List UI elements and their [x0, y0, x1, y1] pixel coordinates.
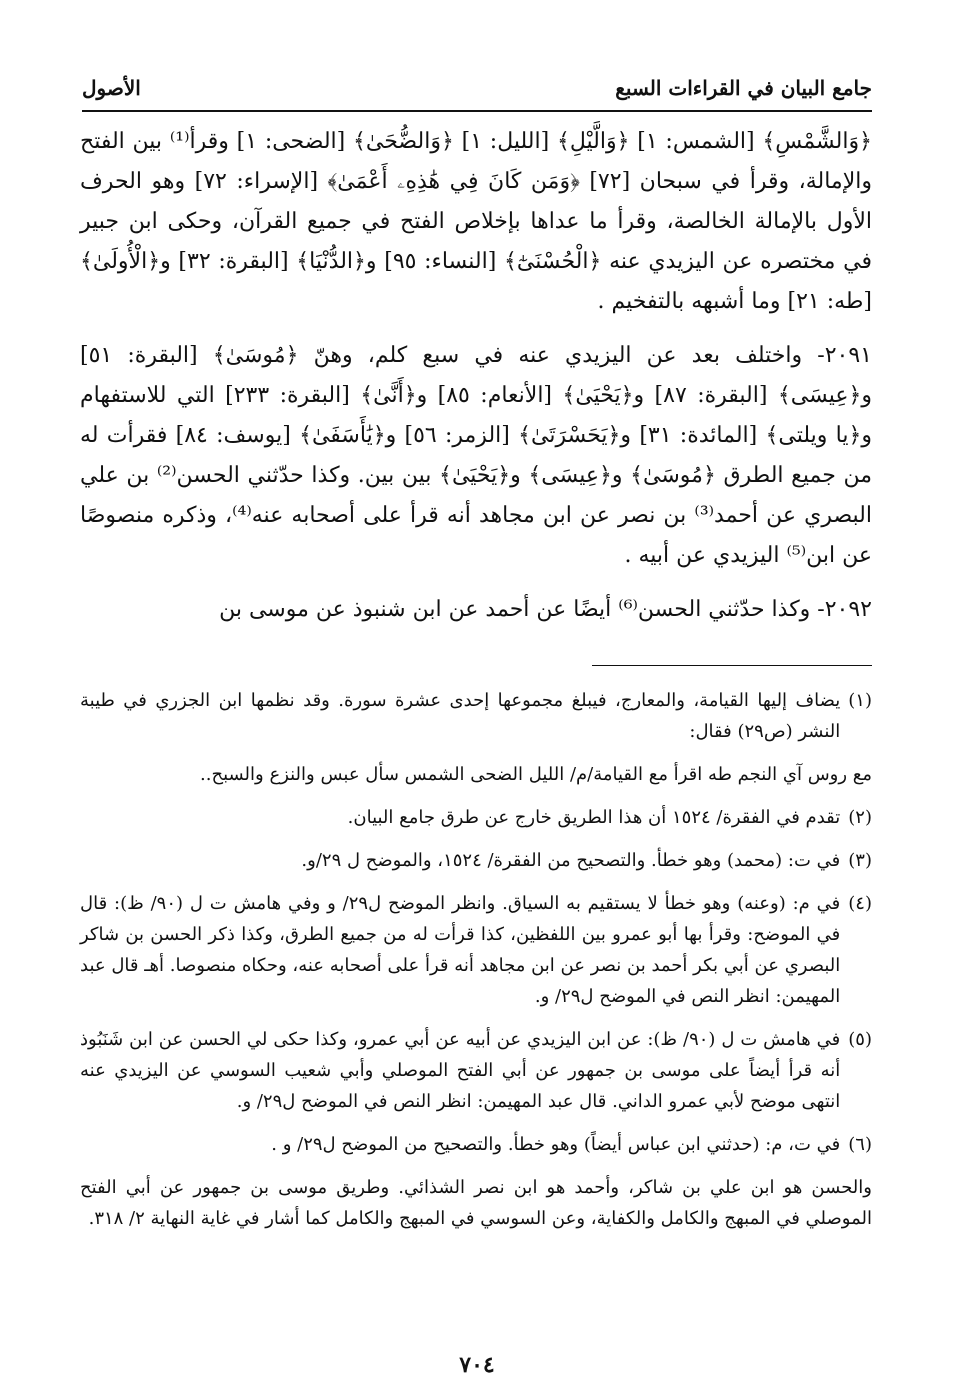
footnote: [80, 685, 872, 747]
footnote-text: في ت، م: (حدثني ابن عباس أيضاً) وهو خطأ. والتصحيح من الموضح ل٢٩/ و .: [271, 1134, 841, 1155]
paragraph: ٢٠٩١- واختلف بعد عن اليزيدي عنه في سبع كلم، وهنّ ﴿مُوسَىٰ﴾ [البقرة: ٥١] و﴿عِيسَى﴾ [البقرة: ٨٧] و﴿يَحْيَىٰ﴾ [الأنعام: ٨٥] و﴿أَنَّىٰ﴾ [البقرة: ٢٣٣] التي للاستفهام و﴿يا ويلتى﴾ [المائدة: ٣١] و﴿يَحَسْرَتَىٰ﴾ [الزمر: ٥٦] و﴿يَٰأَسَفَىٰ﴾ [يوسف: ٨٤] فقرأت له من جميع الطرق ﴿مُوسَىٰ﴾ و﴿عِيسَى﴾ و﴿يَحْيَىٰ﴾ بين بين. وكذا حدّثني الحسن⁽²⁾ بن علي البصري عن أحمد⁽³⁾ بن نصر عن ابن مجاهد أنه قرأ على أصحابه عنه⁽⁴⁾، وذكره منصوصًا عن ابن⁽⁵⁾ اليزيدي عن أبيه .: [80, 343, 872, 568]
footnote-number: (٤): [848, 893, 872, 914]
section-title: الأصول: [82, 76, 141, 100]
footnote-number: (٣): [848, 850, 872, 871]
footnote-text: في ت: (محمد) وهو خطأ. والتصحيح من الفقرة/ ١٥٢٤، والموضح ل ٢٩/و.: [301, 850, 841, 871]
footnote: [80, 802, 872, 833]
footnote-text: في م: (وعنه) وهو خطأ لا يستقيم به السياق. وانظر الموضح ل٢٩/ و وفي هامش ت ل (٩٠/ ظ): قال في الموضح: وقرأ بها أبو عمرو بين اللفظين، كذا قرأت له من جميع الطرق، وكذا ذكر الحسن بن شاكر البصري عن أبي بكر أحمد بن نصر عن ابن مجاهد أنه قرأ على أصحابه عنه، وحكاه منصوصا. أهـ قال عبد المهيمن: انظر النص في الموضح ل٢٩/ و.: [80, 893, 841, 1007]
footnote: [80, 1024, 872, 1117]
footnote-number: (١): [848, 690, 872, 711]
footnote-separator: [592, 665, 872, 666]
footnote-text: والحسن هو ابن علي بن شاكر، وأحمد هو ابن نصر الشذائي. وطريق موسى بن جمهور عن أبي الفتح الموصلي في المبهج والكامل والكفاية، وعن السوسي في المبهج والكامل كما أشار في غاية النهاية ٢/ ٣١٨.: [80, 1177, 872, 1229]
footnote-continuation: [80, 1172, 872, 1234]
running-header: [82, 66, 872, 112]
footnote-number: (٢): [848, 807, 872, 828]
footnote-text: يضاف إليها القيامة، والمعارج، فيبلغ مجموعها إحدى عشرة سورة. وقد نظمها ابن الجزري في طيبة النشر (ص٢٩) فقال:: [80, 690, 841, 742]
paragraph: ٢٠٩٢- وكذا حدّثني الحسن⁽⁶⁾ أيضًا عن أحمد عن ابن شنبوذ عن موسى بن: [219, 597, 872, 622]
footnote-text: في هامش ت ل (٩٠/ ظ): عن ابن اليزيدي عن أبيه عن أبي عمرو، وكذا حكى لي الحسن عن ابن شَنَبُوذ أنه قرأ أيضاً على موسى بن جمهور عن أبي الفتح الموصلي وأبي شعيب السوسي عن اليزيدي عنه انتهى موضح لأبي عمرو الداني. قال عبد المهيمن: انظر النص في الموضح ل٢٩/ و.: [80, 1029, 841, 1112]
footnote: [80, 888, 872, 1012]
footnote-number: (٦): [848, 1134, 872, 1155]
paragraph: ﴿وَالشَّمْسِ﴾ [الشمس: ١] ﴿وَالَّيْلِ﴾ [الليل: ١] ﴿وَالضُّحَىٰ﴾ [الضحى: ١] وقرأ⁽¹⁾ بين الفتح والإمالة، وقرأ في سبحان [٧٢] ﴿وَمَن كَانَ فِي هَٰذِهِۦ أَعْمَىٰ﴾ [الإسراء: ٧٢] وهو الحرف الأول بالإمالة الخالصة، وقرأ ما عداها بإخلاص الفتح في جميع القرآن، وحكى ابن جبير في مختصره عن اليزيدي عنه ﴿الْحُسْنَىٰٓ﴾ [النساء: ٩٥] و﴿الدُّنْيَا﴾ [البقرة: ٣٢] و﴿الْأُولَىٰ﴾ [طه: ٢١] وما أشبهه بالتفخيم .: [80, 129, 873, 314]
footnote-verse: [80, 759, 872, 790]
footnote-text: مع روس آي النجم طه اقرأ مع القيامة/م/ الليل الضحى الشمس سأل عبس والنزع والسبح..: [200, 764, 872, 785]
footnote-number: (٥): [848, 1029, 872, 1050]
footnote-text: تقدم في الفقرة/ ١٥٢٤ أن هذا الطريق خارج عن طرق جامع البيان.: [347, 807, 841, 828]
page-number: ٧٠٤: [459, 1352, 495, 1378]
book-title: جامع البيان في القراءات السبع: [615, 76, 872, 100]
main-text: [80, 122, 872, 644]
footnote: [80, 1129, 872, 1160]
footnotes: [80, 685, 872, 1246]
footnote: [80, 845, 872, 876]
